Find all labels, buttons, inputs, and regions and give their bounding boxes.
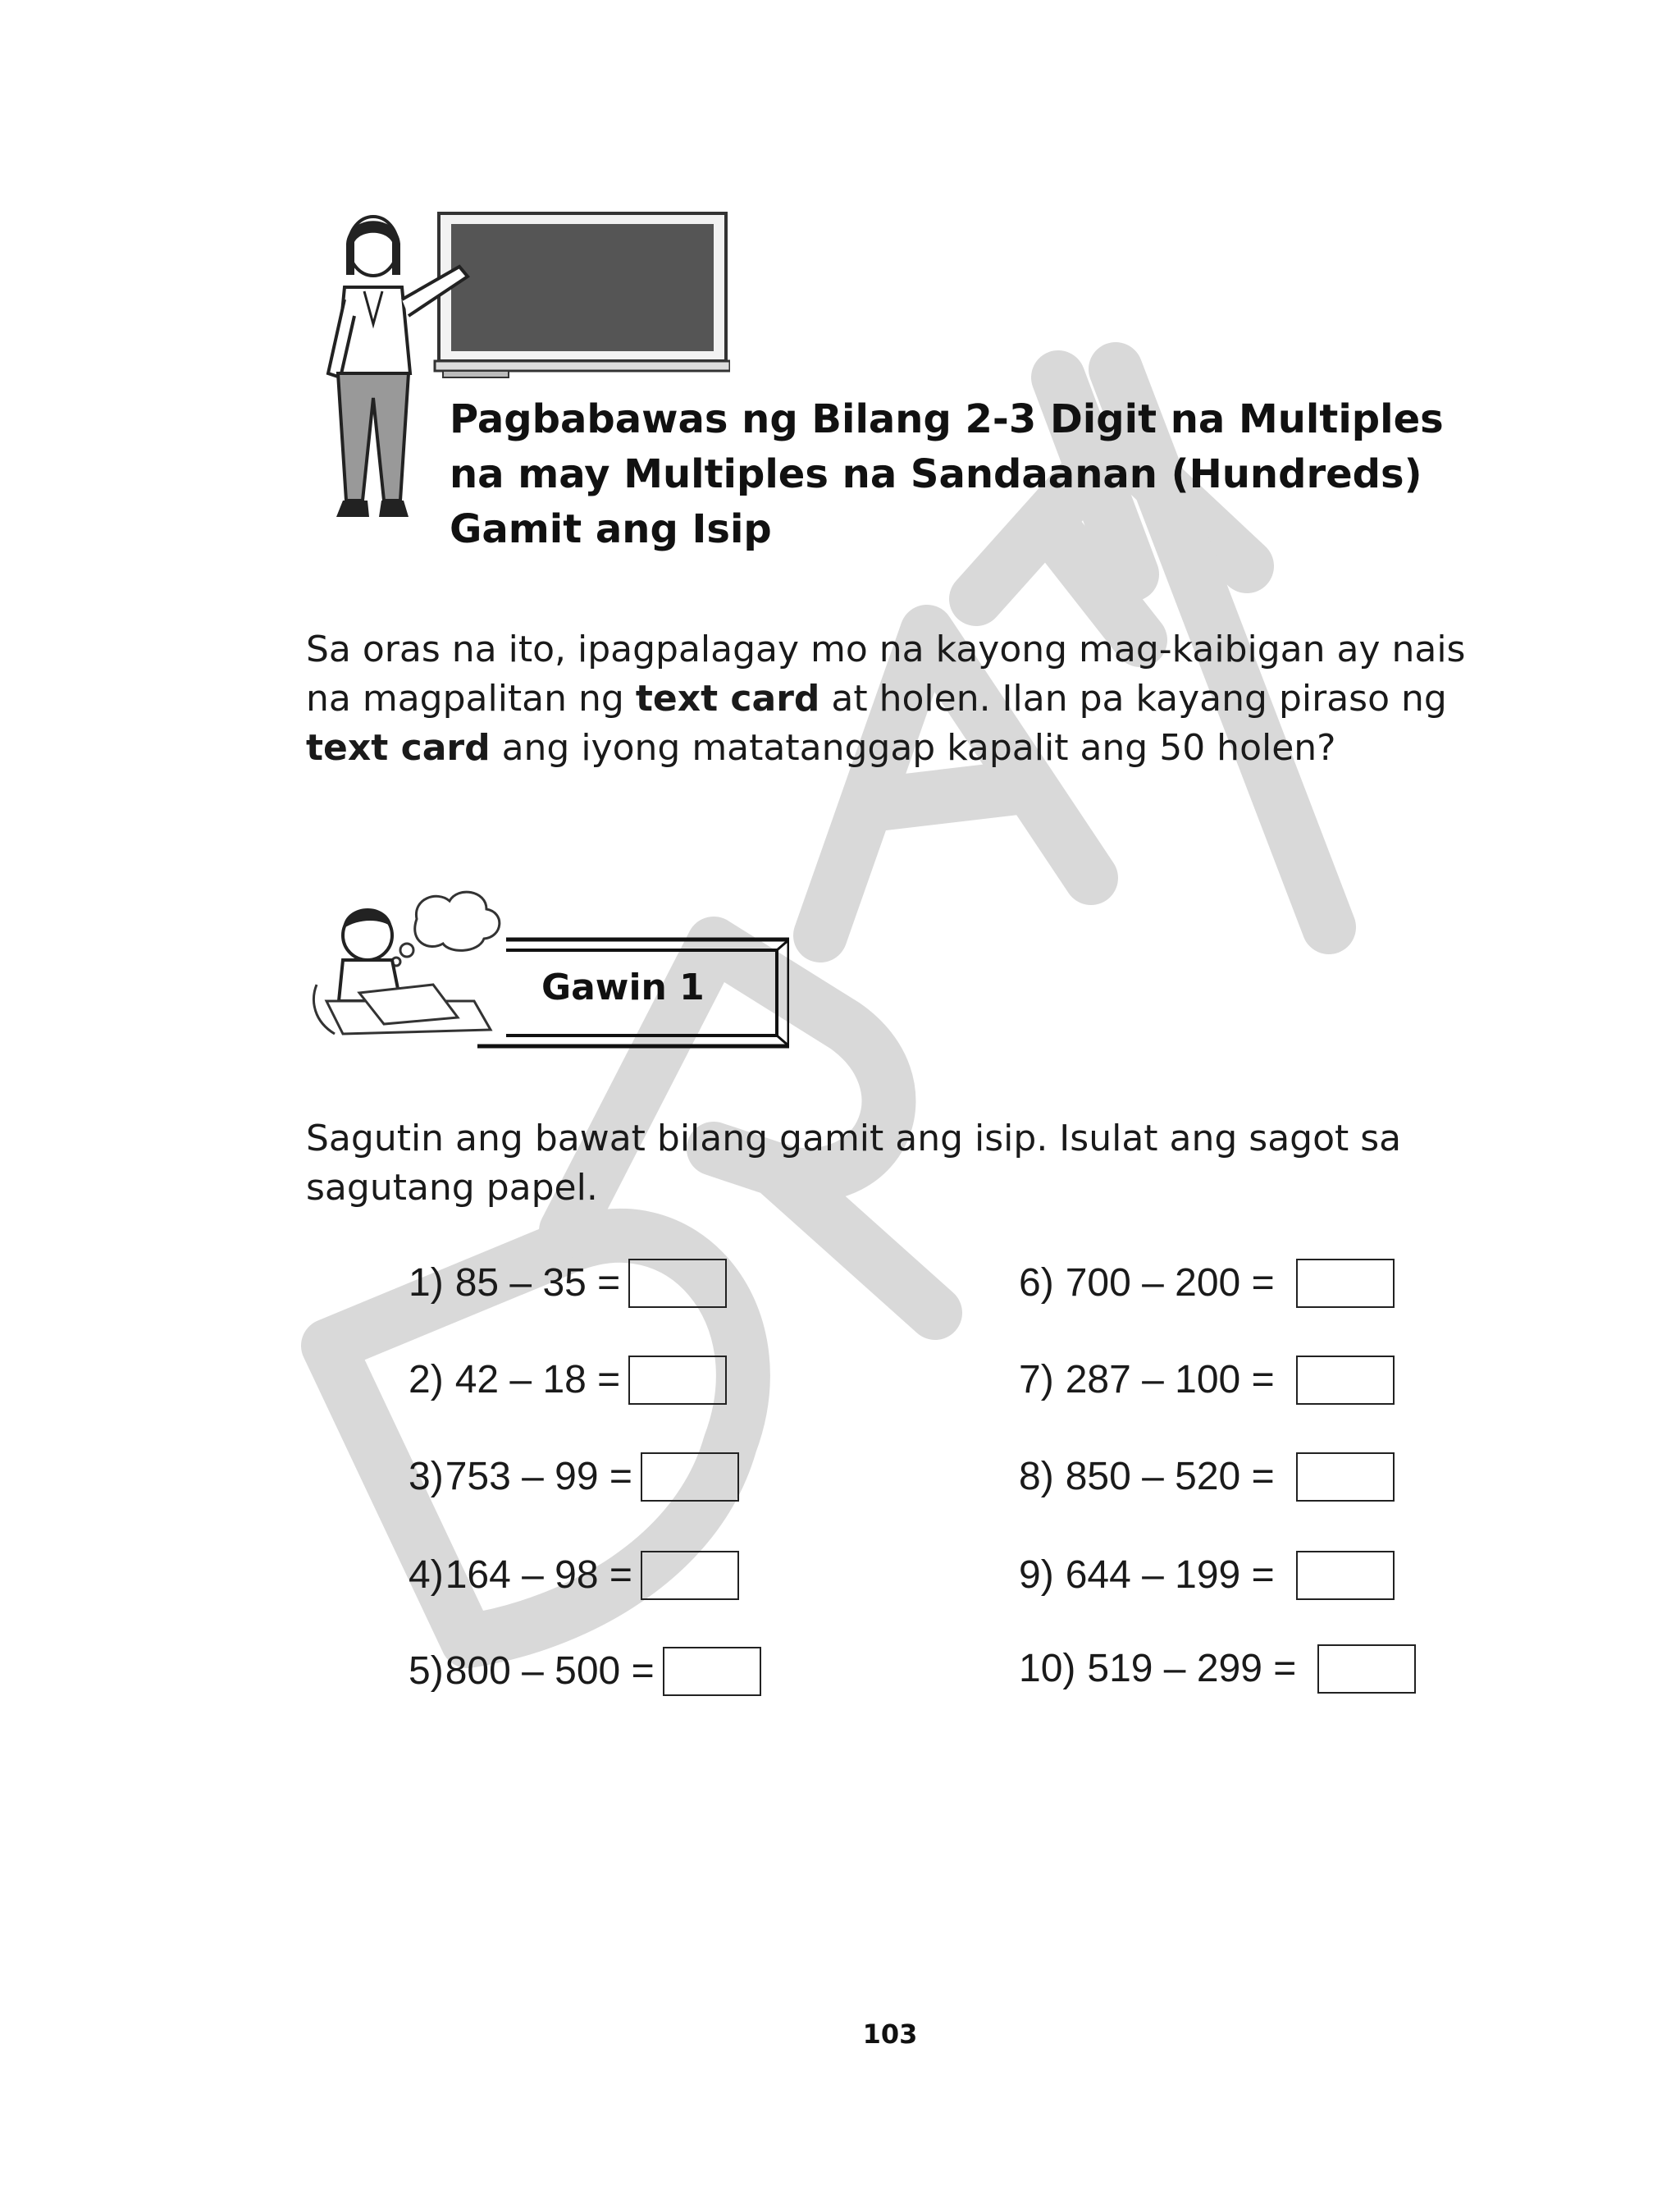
exercise-1 <box>409 1257 727 1310</box>
exercise-expression: 700 – 200 = <box>1065 1261 1275 1305</box>
intro-paragraph <box>306 625 1487 773</box>
exercise-9 <box>1019 1549 1395 1602</box>
exercise-number: 3) <box>409 1455 444 1498</box>
exercise-number: 10) <box>1019 1647 1076 1690</box>
intro-text: ang iyong matatanggap kapalit ang 50 holen? <box>490 727 1336 769</box>
exercise-number: 6) <box>1019 1261 1054 1305</box>
intro-bold-text: text card <box>635 678 820 720</box>
exercise-number: 8) <box>1019 1455 1054 1498</box>
exercise-number: 5) <box>409 1649 444 1693</box>
exercise-expression: 519 – 299 = <box>1087 1647 1297 1690</box>
lesson-title <box>450 392 1516 557</box>
exercise-expression: 164 – 98 = <box>445 1553 632 1597</box>
title-line-1: Pagbabawas ng Bilang 2-3 Digit na Multiples <box>450 396 1444 442</box>
answer-box[interactable] <box>1317 1644 1416 1694</box>
answer-box[interactable] <box>1296 1452 1395 1502</box>
exercise-expression: 644 – 199 = <box>1065 1553 1275 1597</box>
answer-box[interactable] <box>641 1551 739 1600</box>
exercise-expression: 287 – 100 = <box>1065 1358 1275 1401</box>
exercise-number: 9) <box>1019 1553 1054 1597</box>
page-number: 103 <box>862 2019 918 2050</box>
exercise-number: 4) <box>409 1553 444 1597</box>
exercise-number: 1) <box>409 1261 444 1305</box>
answer-box[interactable] <box>1296 1259 1395 1308</box>
intro-text: at holen. Ilan pa kayang piraso ng <box>819 678 1447 720</box>
exercise-6 <box>1019 1257 1395 1310</box>
title-line-3: Gamit ang Isip <box>450 506 772 552</box>
exercise-expression: 42 – 18 = <box>454 1358 621 1401</box>
answer-box[interactable] <box>628 1356 727 1405</box>
exercise-expression: 85 – 35 = <box>454 1261 621 1305</box>
intro-text: Sa oras na ito, ipagpalagay mo na kayong mag-kaibigan ay nais na magpalitan ng <box>306 629 1466 720</box>
exercise-7 <box>1019 1354 1395 1406</box>
exercise-5 <box>409 1645 761 1698</box>
exercise-number: 7) <box>1019 1358 1054 1401</box>
title-line-2: na may Multiples na Sandaanan (Hundreds) <box>450 451 1422 497</box>
instructions-paragraph: Sagutin ang bawat bilang gamit ang isip. Isulat ang sagot sa sagutang papel. <box>306 1118 1402 1209</box>
exercise-10 <box>1019 1643 1416 1695</box>
exercise-number: 2) <box>409 1358 444 1401</box>
exercise-expression: 850 – 520 = <box>1065 1455 1275 1498</box>
exercise-expression: 800 – 500 = <box>445 1649 655 1693</box>
answer-box[interactable] <box>641 1452 739 1502</box>
answer-box[interactable] <box>628 1259 727 1308</box>
activity-label: Gawin 1 <box>541 967 705 1008</box>
intro-bold-text: text card <box>306 727 491 769</box>
answer-box[interactable] <box>1296 1356 1395 1405</box>
exercise-3 <box>409 1451 739 1503</box>
exercise-2 <box>409 1354 727 1406</box>
answer-box[interactable] <box>663 1647 761 1696</box>
exercise-expression: 753 – 99 = <box>445 1455 632 1498</box>
activity-label-box <box>477 935 789 1050</box>
exercise-4 <box>409 1549 739 1602</box>
answer-box[interactable] <box>1296 1551 1395 1600</box>
exercise-8 <box>1019 1451 1395 1503</box>
